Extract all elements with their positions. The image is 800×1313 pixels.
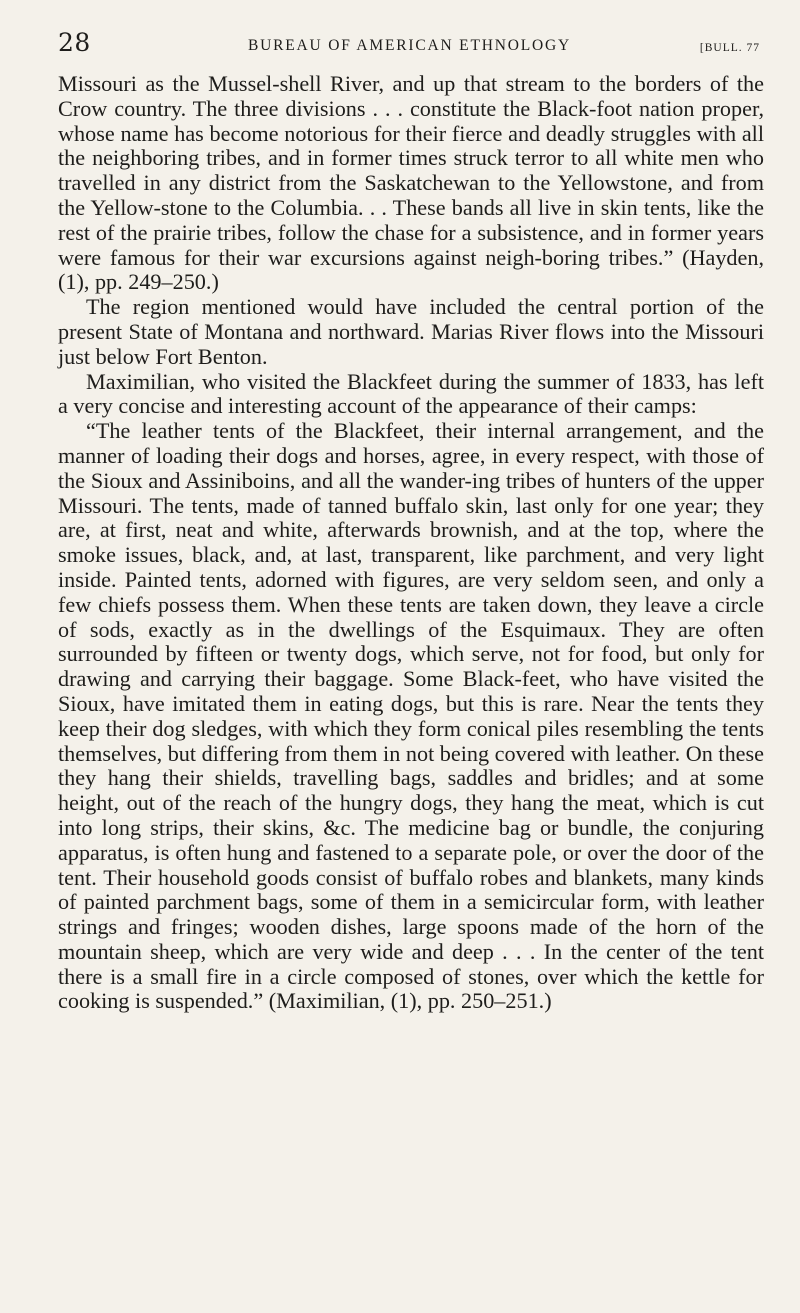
running-title: BUREAU OF AMERICAN ETHNOLOGY [248,37,571,54]
paragraph-maximilian-quote: “The leather tents of the Blackfeet, their internal arrangement, and the manner of loading their dogs and horses, agree, in every respect, with those of the Sioux and Assiniboins, and all the wander-ing tribes of hunters of the upper Missouri. The tents, made of tanned buffalo skin, last only for one year; they are, at first, neat and white, afterwards brownish, and at the top, where the smoke issues, black, and, at last, transparent, like parchment, and very light inside. Painted tents, adorned with figures, are very seldom seen, and only a few chiefs possess them. When these tents are taken down, they leave a circle of sods, exactly as in the dwellings of the Esquimaux. They are often surrounded by fifteen or twenty dogs, which serve, not for food, but only for drawing and carrying their baggage. Some Black-feet, who have visited the Sioux, have imitated them in eating dogs, but this is rare. Near the tents they keep their dog sledges, with which they form conical piles resembling the tents themselves, but differing from them in not being covered with leather. On these they hang their shields, travelling bags, saddles and bridles; and at some height, out of the reach of the hungry dogs, they hang the meat, which is cut into long strips, their skins, &c. The medicine bag or bundle, the conjuring apparatus, is often hung and fastened to a separate pole, or over the door of the tent. Their household goods consist of buffalo robes and blankets, many kinds of painted parchment bags, some of them in a semicircular form, with leather strings and fringes; wooden dishes, large spoons made of the horn of the mountain sheep, which are very wide and deep . . . In the center of the tent there is a small fire in a circle composed of stones, over which the kettle for cooking is suspended.” (Maximilian, (1), pp. 250–251.) [58,418,764,1014]
body-text [58,72,764,1014]
paragraph-region: The region mentioned would have included the central portion of the present State of Montana and northward. Marias River flows into the Missouri just below Fort Benton. [58,294,764,369]
page-number: 28 [58,28,91,57]
paragraph-maximilian-intro: Maximilian, who visited the Blackfeet during the summer of 1833, has left a very concise and interesting account of the appearance of their camps: [58,368,764,419]
running-header [58,28,760,58]
bulletin-reference: [BULL. 77 [699,42,760,54]
paragraph-continuation: Missouri as the Mussel-shell River, and up that stream to the borders of the Crow country. The three divisions . . . constitute the Black-foot nation proper, whose name has become notorious for their fierce and deadly struggles with all the neighboring tribes, and in former times struck terror to all white men who travelled in any district from the Saskatchewan to the Yellowstone, and from the Yellow-stone to the Columbia. . . These bands all live in skin tents, like the rest of the prairie tribes, follow the chase for a subsistence, and in former years were famous for their war excursions against neigh-boring tribes.” (Hayden, (1), pp. 249–250.) [58,71,764,295]
